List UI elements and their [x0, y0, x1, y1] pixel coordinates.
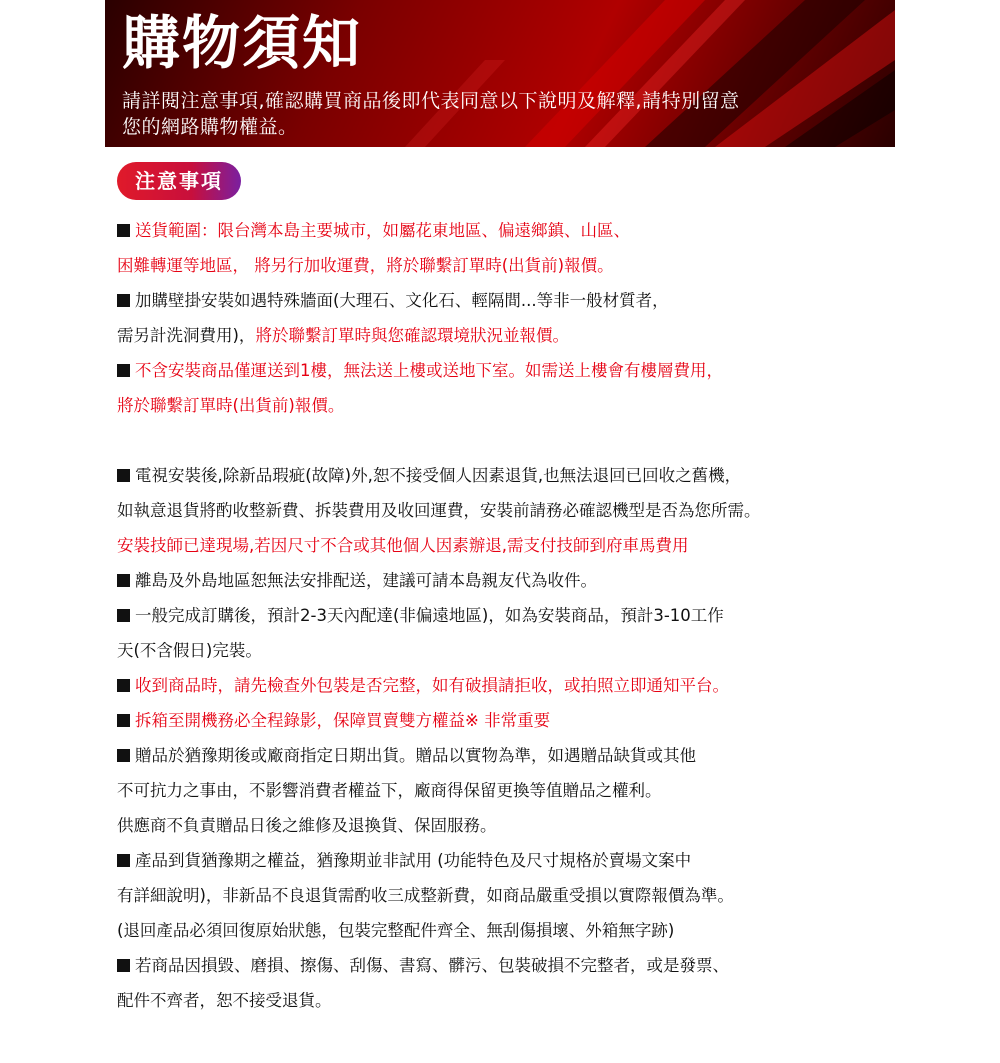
notice-text-highlight: 將於聯繫訂單時與您確認環境狀況並報價。 [255, 326, 569, 345]
notice-line [117, 493, 937, 528]
notice-line [117, 983, 937, 1018]
notice-line [117, 738, 937, 773]
notice-line [117, 948, 937, 983]
page-subtitle: 請詳閱注意事項,確認購買商品後即代表同意以下說明及解釋,請特別留意您的網路購物權益。 [122, 90, 740, 138]
square-bullet-icon [117, 959, 130, 972]
header-banner [105, 0, 895, 147]
page-title: 購物須知 [122, 9, 363, 77]
notice-line [117, 598, 937, 633]
notice-text: 安裝技師已達現場,若因尺寸不合或其他個人因素辦退,需支付技師到府車馬費用 [117, 536, 689, 555]
notice-line [117, 808, 937, 843]
notice-text: 送貨範圍：限台灣本島主要城市，如屬花東地區、偏遠鄉鎮、山區、 [135, 221, 630, 240]
square-bullet-icon [117, 469, 130, 482]
notice-text: 配件不齊者，恕不接受退貨。 [117, 991, 332, 1010]
notice-line [117, 668, 937, 703]
notice-text: 困難轉運等地區， 將另行加收運費，將於聯繫訂單時(出貨前)報價。 [117, 256, 614, 275]
square-bullet-icon [117, 609, 130, 622]
notice-text: 需另計洗洞費用)， [117, 326, 256, 345]
notice-text: 離島及外島地區恕無法安排配送，建議可請本島親友代為收件。 [135, 571, 597, 590]
notice-text: 將於聯繫訂單時(出貨前)報價。 [117, 396, 345, 415]
notice-line [117, 563, 937, 598]
notice-line [117, 633, 937, 668]
notice-line [117, 248, 937, 283]
notice-line [117, 283, 937, 318]
notice-line [117, 843, 937, 878]
notice-text: 不含安裝商品僅運送到1樓，無法送上樓或送地下室。如需送上樓會有樓層費用， [135, 361, 723, 380]
notice-text: (退回產品必須回復原始狀態，包裝完整配件齊全、無刮傷損壞、外箱無字跡) [117, 921, 675, 940]
square-bullet-icon [117, 294, 130, 307]
notice-text: 產品到貨猶豫期之權益，猶豫期並非試用 (功能特色及尺寸規格於賣場文案中 [135, 851, 692, 870]
notice-line [117, 773, 937, 808]
notice-line [117, 213, 937, 248]
notice-text: 天(不含假日)完裝。 [117, 641, 262, 660]
square-bullet-icon [117, 574, 130, 587]
notice-text: 如執意退貨將酌收整新費、拆裝費用及收回運費，安裝前請務必確認機型是否為您所需。 [117, 501, 761, 520]
notice-badge: 注意事項 [117, 162, 241, 200]
square-bullet-icon [117, 364, 130, 377]
notice-text: 電視安裝後,除新品瑕疵(故障)外,恕不接受個人因素退貨,也無法退回已回收之舊機， [135, 466, 742, 485]
notice-text: 供應商不負責贈品日後之維修及退換貨、保固服務。 [117, 816, 497, 835]
notice-text: 若商品因損毀、磨損、擦傷、刮傷、書寫、髒污、包裝破損不完整者，或是發票、 [135, 956, 729, 975]
notice-text: 一般完成訂購後，預計2-3天內配達(非偏遠地區)，如為安裝商品，預計3-10工作 [135, 606, 724, 625]
notice-line [117, 388, 937, 423]
notice-line [117, 458, 937, 493]
notice-text: 不可抗力之事由，不影響消費者權益下，廠商得保留更換等值贈品之權利。 [117, 781, 662, 800]
square-bullet-icon [117, 714, 130, 727]
notice-line [117, 528, 937, 563]
notice-list [117, 213, 937, 1018]
square-bullet-icon [117, 749, 130, 762]
notice-text: 拆箱至開機務必全程錄影，保障買賣雙方權益※ 非常重要 [135, 711, 551, 730]
notice-line [117, 913, 937, 948]
notice-text: 贈品於猶豫期後或廠商指定日期出貨。贈品以實物為準，如遇贈品缺貨或其他 [135, 746, 696, 765]
notice-line [117, 353, 937, 388]
square-bullet-icon [117, 679, 130, 692]
square-bullet-icon [117, 224, 130, 237]
notice-text: 有詳細說明)，非新品不良退貨需酌收三成整新費，如商品嚴重受損以實際報價為準。 [117, 886, 734, 905]
notice-line [117, 878, 937, 913]
notice-line [117, 318, 937, 353]
notice-text: 收到商品時，請先檢查外包裝是否完整，如有破損請拒收，或拍照立即通知平台。 [135, 676, 729, 695]
square-bullet-icon [117, 854, 130, 867]
notice-text: 加購壁掛安裝如遇特殊牆面(大理石、文化石、輕隔間...等非一般材質者， [135, 291, 669, 310]
spacer [117, 423, 937, 458]
notice-line [117, 703, 937, 738]
